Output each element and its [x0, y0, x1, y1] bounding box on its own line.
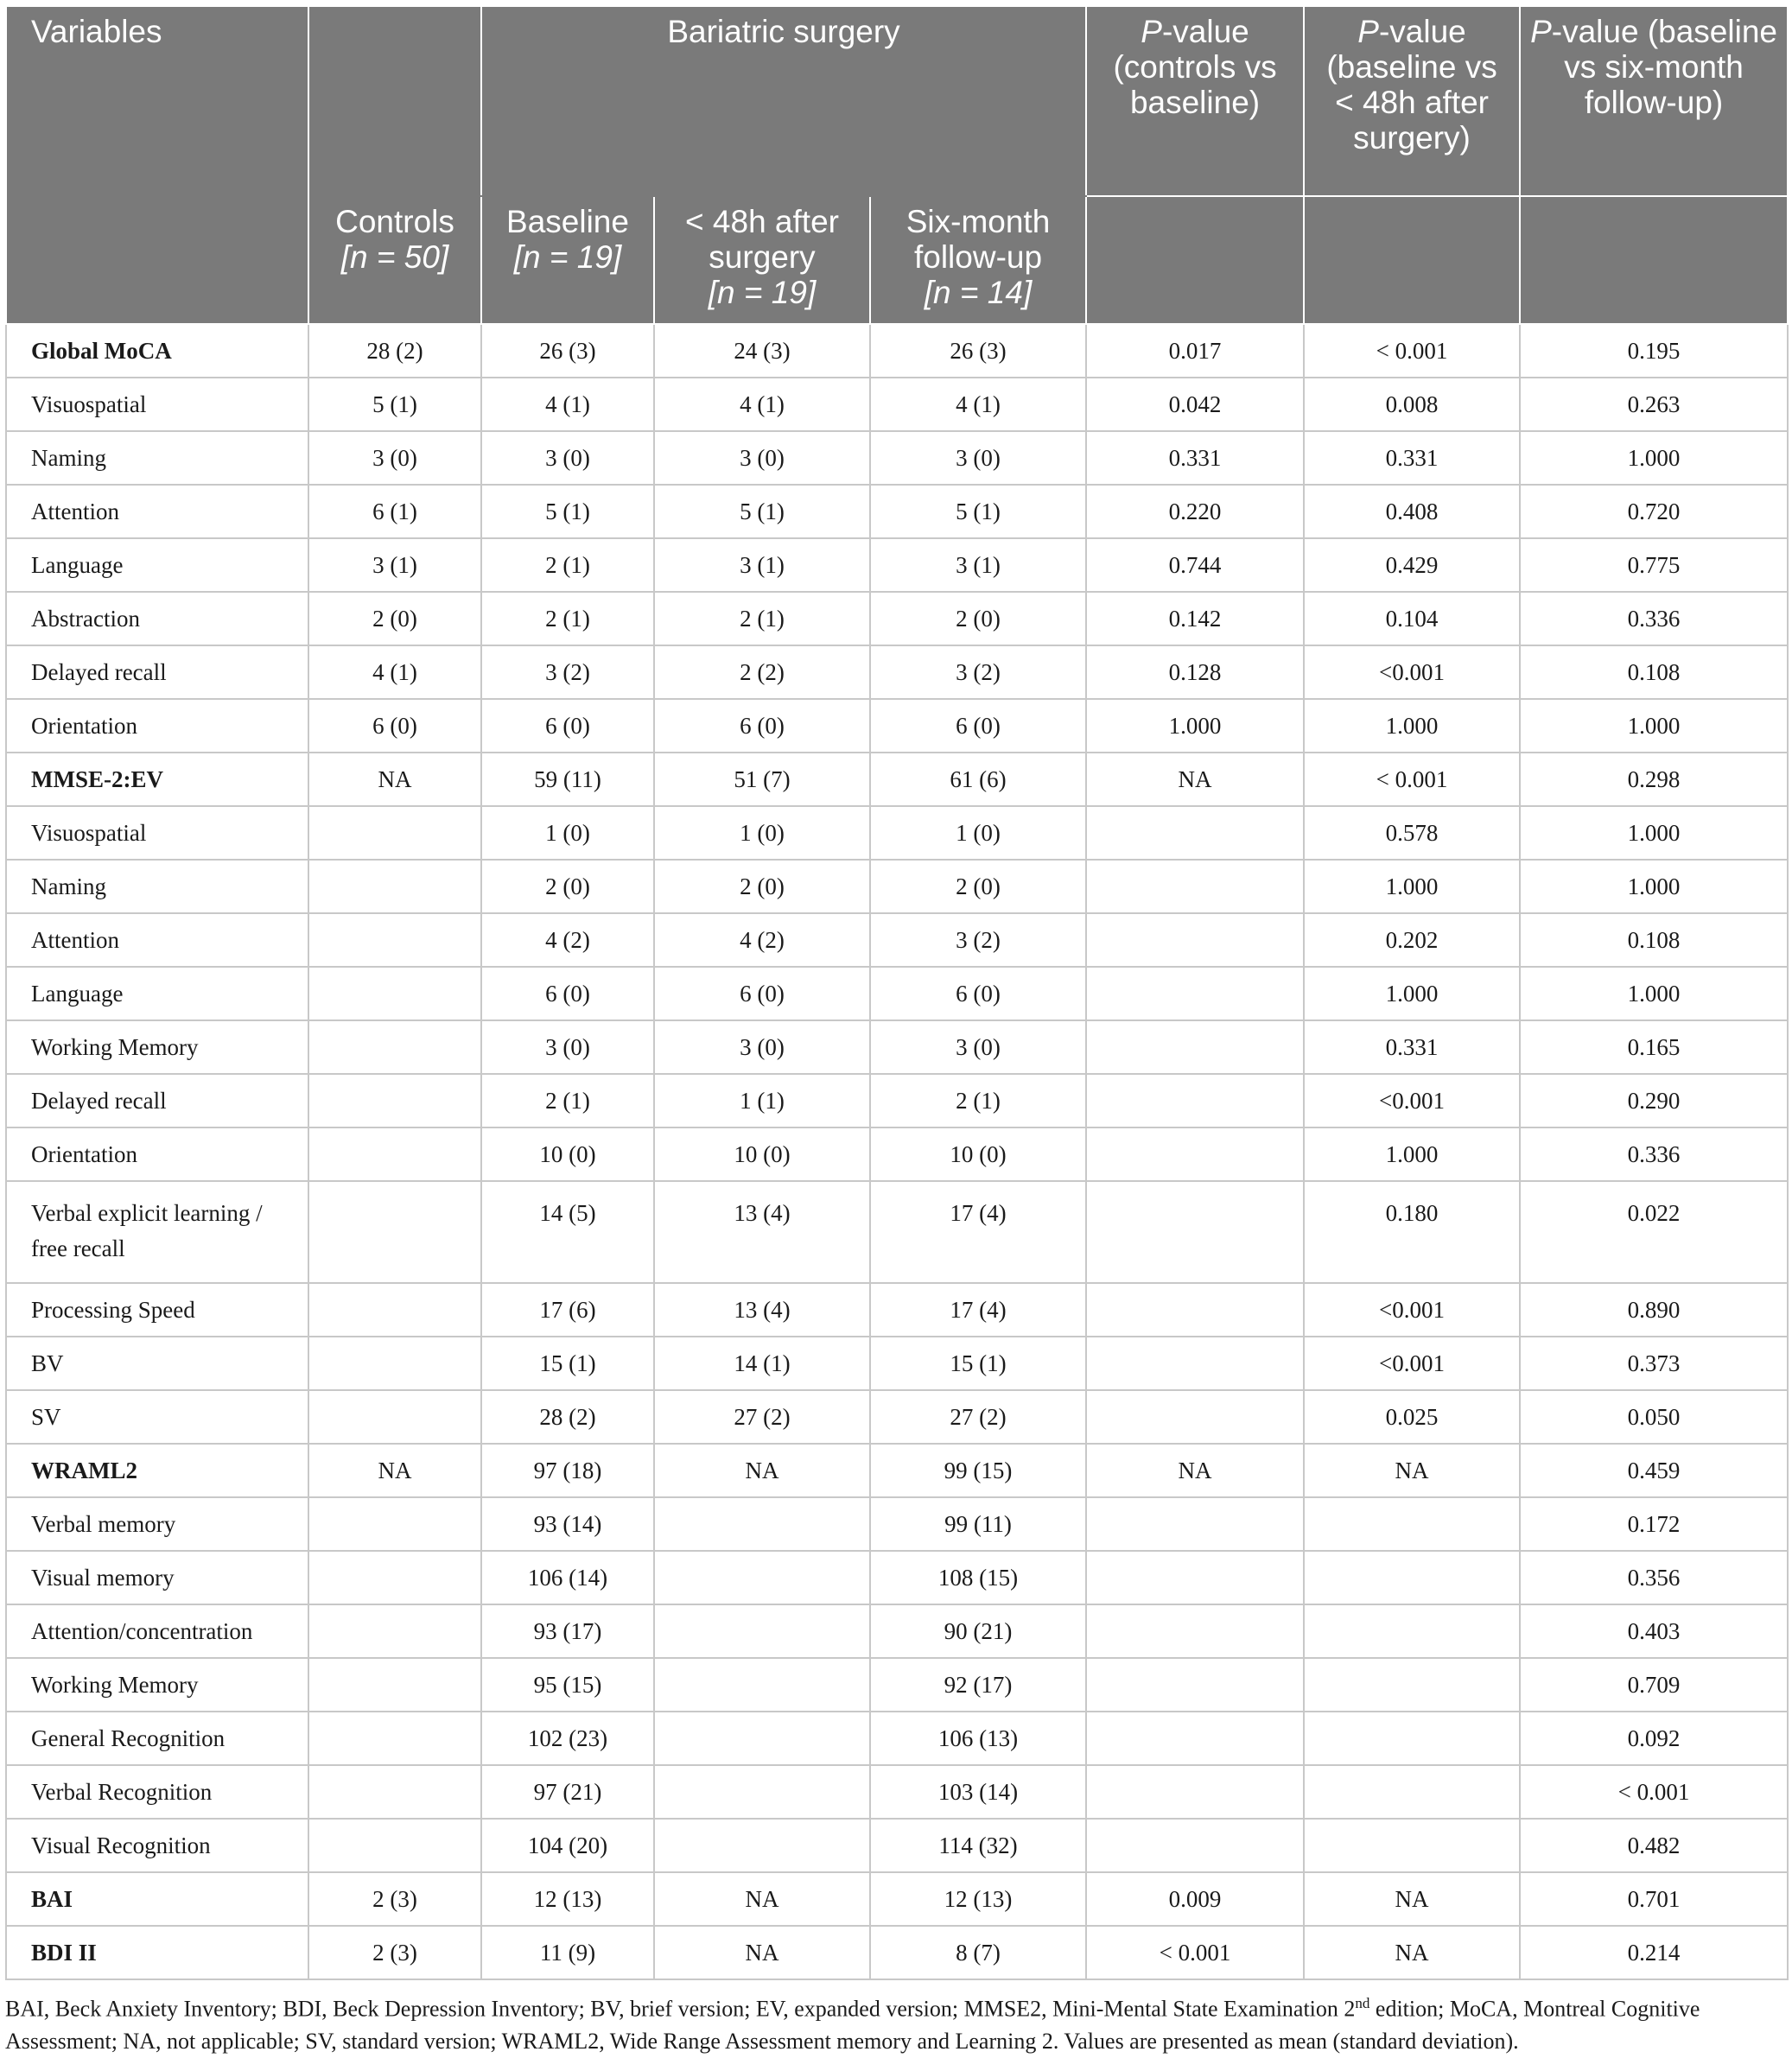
p-controls-vs-baseline-cell: 0.017	[1086, 324, 1304, 378]
p-controls-vs-baseline-cell	[1086, 1604, 1304, 1658]
table-row	[6, 645, 1788, 699]
p-baseline-vs-6m-cell: 1.000	[1520, 431, 1788, 485]
p-controls-vs-baseline-cell	[1086, 1712, 1304, 1765]
six-month-cell: 3 (2)	[870, 645, 1086, 699]
controls-cell	[308, 1127, 481, 1181]
table-row	[6, 378, 1788, 431]
p-baseline-vs-48h-cell	[1304, 1551, 1520, 1604]
p-baseline-vs-48h-cell: 0.008	[1304, 378, 1520, 431]
baseline-cell: 17 (6)	[481, 1283, 654, 1337]
p-controls-vs-baseline-cell	[1086, 1283, 1304, 1337]
p-baseline-vs-48h-cell: < 0.001	[1304, 753, 1520, 806]
p-baseline-vs-6m-cell: 0.356	[1520, 1551, 1788, 1604]
p-baseline-vs-6m-cell: 0.108	[1520, 645, 1788, 699]
p-baseline-vs-48h-cell: 1.000	[1304, 1127, 1520, 1181]
header-p-baseline-vs-48h: P-value (baseline vs < 48h after surgery)	[1304, 6, 1520, 196]
controls-cell: 3 (1)	[308, 538, 481, 592]
p-controls-vs-baseline-cell	[1086, 860, 1304, 913]
after-48h-cell: 3 (0)	[654, 1020, 870, 1074]
six-month-cell: 17 (4)	[870, 1283, 1086, 1337]
p-baseline-vs-6m-cell: 1.000	[1520, 860, 1788, 913]
baseline-cell: 59 (11)	[481, 753, 654, 806]
six-month-cell: 1 (0)	[870, 806, 1086, 860]
baseline-cell: 106 (14)	[481, 1551, 654, 1604]
baseline-cell: 6 (0)	[481, 699, 654, 753]
baseline-cell: 97 (18)	[481, 1444, 654, 1497]
after-48h-cell	[654, 1765, 870, 1819]
after-48h-cell: 13 (4)	[654, 1283, 870, 1337]
p-baseline-vs-6m-cell: 0.050	[1520, 1390, 1788, 1444]
after-48h-cell: 1 (1)	[654, 1074, 870, 1127]
table-row	[6, 485, 1788, 538]
p-baseline-vs-6m-cell: 0.290	[1520, 1074, 1788, 1127]
six-month-cell: 6 (0)	[870, 967, 1086, 1020]
baseline-cell: 14 (5)	[481, 1181, 654, 1283]
variable-cell: Orientation	[6, 699, 308, 753]
after-48h-cell: NA	[654, 1872, 870, 1926]
six-month-cell: 99 (15)	[870, 1444, 1086, 1497]
six-month-cell: 27 (2)	[870, 1390, 1086, 1444]
p-baseline-vs-48h-cell: 1.000	[1304, 967, 1520, 1020]
p-baseline-vs-6m-cell: 0.195	[1520, 324, 1788, 378]
table-row	[6, 1074, 1788, 1127]
variable-cell: Visual Recognition	[6, 1819, 308, 1872]
after-48h-cell: 10 (0)	[654, 1127, 870, 1181]
header-p3-spacer	[1520, 196, 1788, 324]
p-baseline-vs-6m-cell: 0.092	[1520, 1712, 1788, 1765]
p-controls-vs-baseline-cell	[1086, 1020, 1304, 1074]
table-body	[6, 324, 1788, 1979]
p-baseline-vs-6m-cell: 1.000	[1520, 967, 1788, 1020]
six-month-cell: 108 (15)	[870, 1551, 1086, 1604]
after-48h-cell: NA	[654, 1926, 870, 1979]
p-baseline-vs-48h-cell: 0.429	[1304, 538, 1520, 592]
six-month-cell: 90 (21)	[870, 1604, 1086, 1658]
p-baseline-vs-48h-cell: NA	[1304, 1444, 1520, 1497]
six-month-cell: 5 (1)	[870, 485, 1086, 538]
p-baseline-vs-48h-cell: 0.331	[1304, 431, 1520, 485]
after-48h-cell	[654, 1551, 870, 1604]
p-baseline-vs-6m-cell: 0.459	[1520, 1444, 1788, 1497]
header-p-controls-vs-baseline: P-value (controls vs baseline)	[1086, 6, 1304, 196]
p-baseline-vs-48h-cell: <0.001	[1304, 1337, 1520, 1390]
p-controls-vs-baseline-cell	[1086, 1337, 1304, 1390]
after-48h-cell	[654, 1712, 870, 1765]
variable-cell: Working Memory	[6, 1658, 308, 1712]
controls-cell: 2 (3)	[308, 1872, 481, 1926]
variable-cell: Naming	[6, 431, 308, 485]
variable-cell: BV	[6, 1337, 308, 1390]
six-month-cell: 92 (17)	[870, 1658, 1086, 1712]
p-controls-vs-baseline-cell	[1086, 1127, 1304, 1181]
variable-cell: BDI II	[6, 1926, 308, 1979]
variable-cell: Verbal memory	[6, 1497, 308, 1551]
p-controls-vs-baseline-cell: 0.009	[1086, 1872, 1304, 1926]
table-row	[6, 753, 1788, 806]
after-48h-cell: 2 (2)	[654, 645, 870, 699]
p-baseline-vs-48h-cell	[1304, 1604, 1520, 1658]
controls-cell	[308, 1551, 481, 1604]
p-baseline-vs-48h-cell	[1304, 1765, 1520, 1819]
variable-cell: Working Memory	[6, 1020, 308, 1074]
table-row	[6, 1658, 1788, 1712]
results-table	[5, 5, 1789, 1980]
baseline-cell: 10 (0)	[481, 1127, 654, 1181]
controls-cell	[308, 1337, 481, 1390]
header-controls-n: [n = 50]	[340, 239, 449, 275]
p-controls-vs-baseline-cell	[1086, 967, 1304, 1020]
p-baseline-vs-48h-cell: 0.408	[1304, 485, 1520, 538]
table-row	[6, 1765, 1788, 1819]
after-48h-cell: 51 (7)	[654, 753, 870, 806]
controls-cell	[308, 1765, 481, 1819]
variable-cell: SV	[6, 1390, 308, 1444]
variable-cell: Delayed recall	[6, 645, 308, 699]
variable-cell: Attention	[6, 485, 308, 538]
p-controls-vs-baseline-cell: 1.000	[1086, 699, 1304, 753]
p-baseline-vs-48h-cell	[1304, 1497, 1520, 1551]
p-baseline-vs-48h-cell: 1.000	[1304, 860, 1520, 913]
p-baseline-vs-6m-cell: 0.214	[1520, 1926, 1788, 1979]
table-row	[6, 1283, 1788, 1337]
baseline-cell: 6 (0)	[481, 967, 654, 1020]
table-row	[6, 324, 1788, 378]
controls-cell	[308, 1020, 481, 1074]
after-48h-cell	[654, 1604, 870, 1658]
variable-cell: Verbal Recognition	[6, 1765, 308, 1819]
six-month-cell: 106 (13)	[870, 1712, 1086, 1765]
controls-cell	[308, 1181, 481, 1283]
table-row	[6, 806, 1788, 860]
baseline-cell: 4 (1)	[481, 378, 654, 431]
after-48h-cell: NA	[654, 1444, 870, 1497]
p-controls-vs-baseline-cell: 0.042	[1086, 378, 1304, 431]
header-bariatric-surgery: Bariatric surgery	[481, 6, 1086, 196]
controls-cell	[308, 1074, 481, 1127]
after-48h-cell	[654, 1819, 870, 1872]
table-row	[6, 1926, 1788, 1979]
p-baseline-vs-6m-cell: 0.701	[1520, 1872, 1788, 1926]
p-baseline-vs-6m-cell: 0.108	[1520, 913, 1788, 967]
variable-cell: WRAML2	[6, 1444, 308, 1497]
p-baseline-vs-48h-cell: NA	[1304, 1926, 1520, 1979]
variable-cell: Attention	[6, 913, 308, 967]
baseline-cell: 2 (0)	[481, 860, 654, 913]
p-controls-vs-baseline-cell: 0.331	[1086, 431, 1304, 485]
baseline-cell: 104 (20)	[481, 1819, 654, 1872]
p-controls-vs-baseline-cell	[1086, 913, 1304, 967]
table-container	[5, 5, 1787, 2057]
table-row	[6, 967, 1788, 1020]
p-baseline-vs-48h-cell	[1304, 1712, 1520, 1765]
baseline-cell: 2 (1)	[481, 592, 654, 645]
controls-cell	[308, 1658, 481, 1712]
variable-cell: Delayed recall	[6, 1074, 308, 1127]
baseline-cell: 4 (2)	[481, 913, 654, 967]
baseline-cell: 11 (9)	[481, 1926, 654, 1979]
table-row	[6, 1127, 1788, 1181]
table-footnote: BAI, Beck Anxiety Inventory; BDI, Beck Depression Inventory; BV, brief version; EV, expanded version; MMSE2, Mini-Mental State Examination 2nd edition; MoCA, Montreal Cognitive Assessment; NA, not applicable; SV, standard version; WRAML2, Wide Range Assessment memory and Learning 2. Values are presented as mean (standard deviation).	[5, 1995, 1700, 2054]
after-48h-cell: 14 (1)	[654, 1337, 870, 1390]
table-row	[6, 1819, 1788, 1872]
variable-cell: Visual memory	[6, 1551, 308, 1604]
variable-cell: Orientation	[6, 1127, 308, 1181]
p-baseline-vs-48h-cell	[1304, 1819, 1520, 1872]
p-baseline-vs-48h-cell: < 0.001	[1304, 324, 1520, 378]
p-baseline-vs-6m-cell: 0.336	[1520, 592, 1788, 645]
header-after-48h-n: [n = 19]	[708, 275, 817, 310]
header-p2-spacer	[1304, 196, 1520, 324]
variable-cell: Naming	[6, 860, 308, 913]
controls-cell	[308, 1497, 481, 1551]
p-baseline-vs-6m-cell: < 0.001	[1520, 1765, 1788, 1819]
six-month-cell: 3 (0)	[870, 1020, 1086, 1074]
controls-cell	[308, 1604, 481, 1658]
p-baseline-vs-6m-cell: 0.172	[1520, 1497, 1788, 1551]
controls-cell	[308, 967, 481, 1020]
p-controls-vs-baseline-cell: < 0.001	[1086, 1926, 1304, 1979]
p-controls-vs-baseline-cell	[1086, 1181, 1304, 1283]
six-month-cell: 99 (11)	[870, 1497, 1086, 1551]
table-row	[6, 860, 1788, 913]
header-six-month-n: [n = 14]	[924, 275, 1033, 310]
after-48h-cell: 5 (1)	[654, 485, 870, 538]
six-month-cell: 10 (0)	[870, 1127, 1086, 1181]
six-month-cell: 4 (1)	[870, 378, 1086, 431]
six-month-cell: 3 (1)	[870, 538, 1086, 592]
p-baseline-vs-48h-cell: <0.001	[1304, 645, 1520, 699]
after-48h-cell: 6 (0)	[654, 699, 870, 753]
header-p1-spacer	[1086, 196, 1304, 324]
controls-cell: 6 (1)	[308, 485, 481, 538]
p-controls-vs-baseline-cell: NA	[1086, 1444, 1304, 1497]
controls-cell	[308, 1819, 481, 1872]
p-controls-vs-baseline-cell: 0.744	[1086, 538, 1304, 592]
table-row	[6, 538, 1788, 592]
six-month-cell: 15 (1)	[870, 1337, 1086, 1390]
table-row	[6, 913, 1788, 967]
controls-cell: 2 (3)	[308, 1926, 481, 1979]
p-controls-vs-baseline-cell: NA	[1086, 753, 1304, 806]
variable-cell: Processing Speed	[6, 1283, 308, 1337]
table-row	[6, 1551, 1788, 1604]
p-baseline-vs-6m-cell: 1.000	[1520, 806, 1788, 860]
controls-cell: 5 (1)	[308, 378, 481, 431]
table-row	[6, 1181, 1788, 1283]
controls-cell: 6 (0)	[308, 699, 481, 753]
six-month-cell: 3 (0)	[870, 431, 1086, 485]
controls-cell: 28 (2)	[308, 324, 481, 378]
p-baseline-vs-48h-cell: 0.331	[1304, 1020, 1520, 1074]
table-row	[6, 1390, 1788, 1444]
six-month-cell: 3 (2)	[870, 913, 1086, 967]
baseline-cell: 3 (0)	[481, 431, 654, 485]
p-baseline-vs-48h-cell: 0.025	[1304, 1390, 1520, 1444]
table-row	[6, 1497, 1788, 1551]
six-month-cell: 8 (7)	[870, 1926, 1086, 1979]
variable-cell: MMSE-2:EV	[6, 753, 308, 806]
table-row	[6, 1872, 1788, 1926]
p-controls-vs-baseline-cell: 0.128	[1086, 645, 1304, 699]
p-baseline-vs-6m-cell: 0.775	[1520, 538, 1788, 592]
controls-cell	[308, 1283, 481, 1337]
p-baseline-vs-48h-cell: <0.001	[1304, 1074, 1520, 1127]
variable-cell: Global MoCA	[6, 324, 308, 378]
table-row	[6, 1337, 1788, 1390]
table-row	[6, 1604, 1788, 1658]
after-48h-cell: 2 (1)	[654, 592, 870, 645]
six-month-cell: 61 (6)	[870, 753, 1086, 806]
p-baseline-vs-6m-cell: 0.263	[1520, 378, 1788, 431]
baseline-cell: 3 (2)	[481, 645, 654, 699]
header-baseline-n: [n = 19]	[513, 239, 622, 275]
baseline-cell: 2 (1)	[481, 1074, 654, 1127]
table-row	[6, 1712, 1788, 1765]
variable-cell: Language	[6, 538, 308, 592]
after-48h-cell: 2 (0)	[654, 860, 870, 913]
baseline-cell: 15 (1)	[481, 1337, 654, 1390]
six-month-cell: 26 (3)	[870, 324, 1086, 378]
p-baseline-vs-6m-cell: 0.336	[1520, 1127, 1788, 1181]
variable-cell: Visuospatial	[6, 378, 308, 431]
p-baseline-vs-6m-cell: 0.165	[1520, 1020, 1788, 1074]
six-month-cell: 103 (14)	[870, 1765, 1086, 1819]
baseline-cell: 97 (21)	[481, 1765, 654, 1819]
p-baseline-vs-6m-cell: 0.720	[1520, 485, 1788, 538]
p-baseline-vs-48h-cell: 0.578	[1304, 806, 1520, 860]
after-48h-cell: 6 (0)	[654, 967, 870, 1020]
p-baseline-vs-48h-cell: 1.000	[1304, 699, 1520, 753]
controls-cell: 4 (1)	[308, 645, 481, 699]
variable-cell: Verbal explicit learning / free recall	[6, 1181, 308, 1283]
variable-cell: Attention/concentration	[6, 1604, 308, 1658]
p-baseline-vs-6m-cell: 0.403	[1520, 1604, 1788, 1658]
table-row	[6, 699, 1788, 753]
p-controls-vs-baseline-cell	[1086, 1658, 1304, 1712]
p-controls-vs-baseline-cell	[1086, 1765, 1304, 1819]
baseline-cell: 102 (23)	[481, 1712, 654, 1765]
p-controls-vs-baseline-cell	[1086, 1497, 1304, 1551]
table-row	[6, 1444, 1788, 1497]
six-month-cell: 2 (1)	[870, 1074, 1086, 1127]
p-baseline-vs-48h-cell	[1304, 1658, 1520, 1712]
variable-cell: General Recognition	[6, 1712, 308, 1765]
after-48h-cell: 3 (0)	[654, 431, 870, 485]
baseline-cell: 2 (1)	[481, 538, 654, 592]
baseline-cell: 26 (3)	[481, 324, 654, 378]
p-controls-vs-baseline-cell	[1086, 1551, 1304, 1604]
p-baseline-vs-6m-cell: 0.890	[1520, 1283, 1788, 1337]
six-month-cell: 12 (13)	[870, 1872, 1086, 1926]
header-after-48h: < 48h after surgery [n = 19]	[654, 196, 870, 324]
controls-cell	[308, 860, 481, 913]
variable-cell: Abstraction	[6, 592, 308, 645]
p-controls-vs-baseline-cell	[1086, 1074, 1304, 1127]
table-row	[6, 431, 1788, 485]
controls-cell	[308, 1712, 481, 1765]
table-row	[6, 592, 1788, 645]
controls-cell	[308, 913, 481, 967]
six-month-cell: 2 (0)	[870, 860, 1086, 913]
p-controls-vs-baseline-cell: 0.220	[1086, 485, 1304, 538]
header-six-month: Six-month follow-up [n = 14]	[870, 196, 1086, 324]
variable-cell: Visuospatial	[6, 806, 308, 860]
table-header	[6, 6, 1788, 324]
p-controls-vs-baseline-cell	[1086, 1390, 1304, 1444]
after-48h-cell: 24 (3)	[654, 324, 870, 378]
baseline-cell: 95 (15)	[481, 1658, 654, 1712]
controls-cell	[308, 1390, 481, 1444]
baseline-cell: 3 (0)	[481, 1020, 654, 1074]
header-controls-spacer	[308, 6, 481, 196]
header-controls: Controls [n = 50]	[308, 196, 481, 324]
p-baseline-vs-48h-cell: NA	[1304, 1872, 1520, 1926]
variable-cell: BAI	[6, 1872, 308, 1926]
baseline-cell: 5 (1)	[481, 485, 654, 538]
header-baseline: Baseline [n = 19]	[481, 196, 654, 324]
baseline-cell: 93 (17)	[481, 1604, 654, 1658]
p-baseline-vs-6m-cell: 0.482	[1520, 1819, 1788, 1872]
after-48h-cell	[654, 1658, 870, 1712]
six-month-cell: 17 (4)	[870, 1181, 1086, 1283]
p-baseline-vs-48h-cell: 0.180	[1304, 1181, 1520, 1283]
p-baseline-vs-6m-cell: 0.709	[1520, 1658, 1788, 1712]
p-controls-vs-baseline-cell: 0.142	[1086, 592, 1304, 645]
after-48h-cell: 4 (1)	[654, 378, 870, 431]
baseline-cell: 28 (2)	[481, 1390, 654, 1444]
baseline-cell: 12 (13)	[481, 1872, 654, 1926]
controls-cell: 3 (0)	[308, 431, 481, 485]
baseline-cell: 1 (0)	[481, 806, 654, 860]
six-month-cell: 6 (0)	[870, 699, 1086, 753]
controls-cell: 2 (0)	[308, 592, 481, 645]
after-48h-cell: 13 (4)	[654, 1181, 870, 1283]
controls-cell: NA	[308, 753, 481, 806]
six-month-cell: 2 (0)	[870, 592, 1086, 645]
controls-cell: NA	[308, 1444, 481, 1497]
after-48h-cell: 3 (1)	[654, 538, 870, 592]
p-baseline-vs-6m-cell: 0.298	[1520, 753, 1788, 806]
p-controls-vs-baseline-cell	[1086, 1819, 1304, 1872]
after-48h-cell: 1 (0)	[654, 806, 870, 860]
p-controls-vs-baseline-cell	[1086, 806, 1304, 860]
p-baseline-vs-6m-cell: 0.022	[1520, 1181, 1788, 1283]
baseline-cell: 93 (14)	[481, 1497, 654, 1551]
p-baseline-vs-48h-cell: <0.001	[1304, 1283, 1520, 1337]
p-baseline-vs-6m-cell: 0.373	[1520, 1337, 1788, 1390]
six-month-cell: 114 (32)	[870, 1819, 1086, 1872]
variable-cell: Language	[6, 967, 308, 1020]
controls-cell	[308, 806, 481, 860]
table-row	[6, 1020, 1788, 1074]
p-baseline-vs-6m-cell: 1.000	[1520, 699, 1788, 753]
after-48h-cell: 27 (2)	[654, 1390, 870, 1444]
header-p-baseline-vs-6m: P-value (baseline vs six-month follow-up)	[1520, 6, 1788, 196]
after-48h-cell	[654, 1497, 870, 1551]
p-baseline-vs-48h-cell: 0.202	[1304, 913, 1520, 967]
p-baseline-vs-48h-cell: 0.104	[1304, 592, 1520, 645]
header-variables: Variables	[6, 6, 308, 324]
after-48h-cell: 4 (2)	[654, 913, 870, 967]
